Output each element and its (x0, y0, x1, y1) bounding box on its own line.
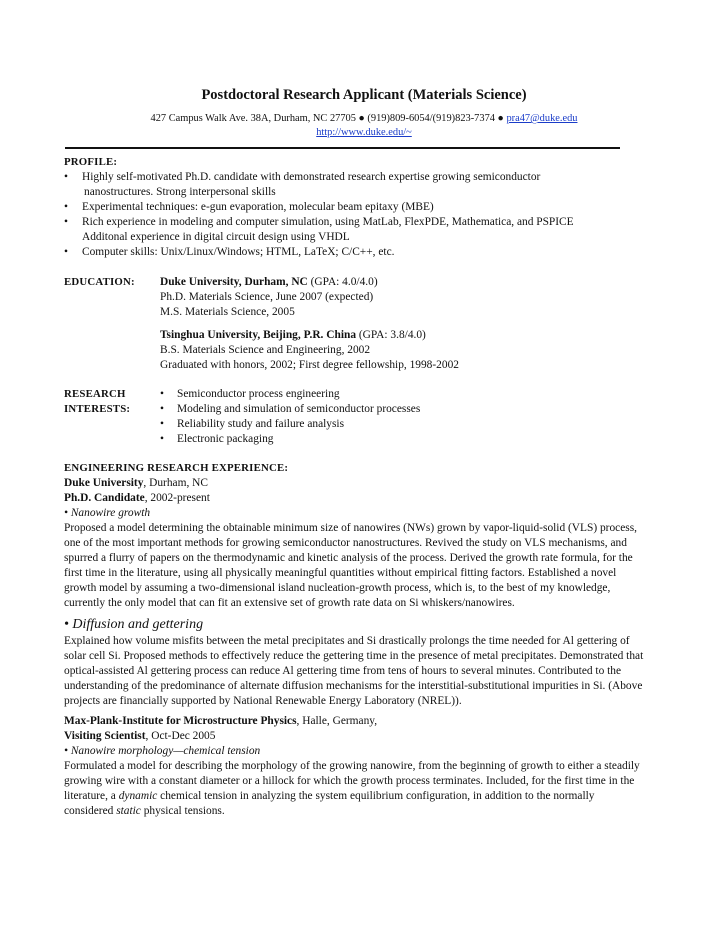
bullet-icon: • (160, 433, 164, 445)
experience-section (64, 461, 644, 819)
list-item: • Semiconductor process engineering (160, 388, 340, 400)
project-description: Proposed a model determining the obtainable minimum size of nanowires (NWs) grown by vapor-liquid-solid (VLS) process, one of the most important methods for growing semiconductor nanostructures. Revived the study on VLS mechanisms, and spurred a flurry of papers on the thermodynamic and kinetic analysis of the process. Derived the growth rate formula, for the first time in the literature, using all physically meaningful quantities without empirical fitting factors. Established a novel growth model by assuming a two-dimensional island nucleation-growth process, which is, to the best of my knowledge, currently the only model that can fit an extensive set of growth rate data on Si whiskers/nanowires. (64, 522, 637, 609)
email-link[interactable]: pra47@duke.edu (506, 113, 578, 124)
list-item: • Electronic packaging (160, 433, 274, 445)
project-description: Formulated a model for describing the morphology of the growing nanowire, from the beginning of growth to either a steadily growing wire with a constant diameter or a hillock for which the growth process terminates. Included, for the first time in the literature, a dynamic chemical tension in analyzing the system equilibrium configuration, in addition to the normally considered static physical tensions. (64, 760, 640, 817)
header-divider (65, 147, 620, 149)
bullet-icon: • (64, 246, 68, 258)
education-heading: EDUCATION: (64, 276, 135, 288)
project-title: • Diffusion and gettering (64, 617, 204, 632)
employer-line: Max-Plank-Institute for Microstructure Physics, Halle, Germany, (64, 715, 378, 727)
education-section: Duke University, Durham, NC (GPA: 4.0/4.0) Ph.D. Materials Science, June 2007 (expected) M.S. Materials Science, 2005 Tsinghua University, Beijing, P.R. China (GPA: 3.8/4.0) B.S. Materials Science and Engineering, 2002 Graduated with honors, 2002; First degree fellowship, 1998-2002 (160, 275, 680, 373)
school-gpa: (GPA: 3.8/4.0) (358, 329, 426, 341)
profile-heading: PROFILE: (64, 156, 118, 168)
bullet-icon: • (64, 171, 68, 183)
contact-block (0, 112, 728, 140)
school-gpa: (GPA: 4.0/4.0) (310, 276, 378, 288)
school-name: Duke University, Durham, NC (160, 276, 308, 288)
research-interests-list (160, 387, 680, 447)
profile-item: • Computer skills: Unix/Linux/Windows; HTML, LaTeX; C/C++, etc. (64, 246, 395, 258)
website-link[interactable]: http://www.duke.edu/~ (316, 127, 412, 138)
contact-line: 427 Campus Walk Ave. 38A, Durham, NC 27705 ● (919)809-6054/(919)823-7374 ● (150, 113, 504, 124)
page-title: Postdoctoral Research Applicant (Materials Science) (201, 87, 527, 103)
bullet-icon: • (160, 403, 164, 415)
education-entry (160, 275, 680, 290)
project-description: Explained how volume misfits between the metal precipitates and Si drastically prolongs the time needed for Al gettering of solar cell Si. Proposed methods to effectively reduce the gettering time in the presence of metal precipitates. Demonstrated that optical-assisted Al gettering process can reduce Al gettering time from tens of hours to several minutes. Contributed to the understanding of the predominance of alternate diffusion mechanisms for the interstitial-substitutional impurities in Si. (Above projects are financially supported by National Renewable Energy Laboratory (NREL)). (64, 635, 644, 707)
education-entry (160, 328, 680, 343)
role-line: Visiting Scientist, Oct-Dec 2005 (64, 730, 216, 742)
project-title: • Nanowire growth (64, 507, 151, 519)
profile-item: • Rich experience in modeling and computer simulation, using MatLab, FlexPDE, Mathematica, and PSPICE Additonal experience in digital circuit design using VHDL (64, 216, 574, 243)
list-item: • Modeling and simulation of semiconductor processes (160, 403, 421, 415)
bullet-icon: • (160, 418, 164, 430)
bullet-icon: • (64, 201, 68, 213)
bullet-icon: • (160, 388, 164, 400)
employer-line: Duke University, Durham, NC (64, 477, 208, 489)
bullet-icon: • (64, 216, 68, 228)
research-heading: RESEARCH INTERESTS: (64, 388, 131, 415)
role-line: Ph.D. Candidate, 2002-present (64, 492, 210, 504)
project-title: • Nanowire morphology—chemical tension (64, 745, 261, 757)
list-item: • Reliability study and failure analysis (160, 418, 345, 430)
profile-section (64, 155, 664, 260)
profile-item: • Highly self-motivated Ph.D. candidate with demonstrated research expertise growing semiconductor nanostructures. Strong interpersonal skills (64, 171, 541, 198)
school-name: Tsinghua University, Beijing, P.R. China (160, 329, 357, 341)
experience-heading: ENGINEERING RESEARCH EXPERIENCE: (64, 462, 289, 474)
profile-item: • Experimental techniques: e-gun evaporation, molecular beam epitaxy (MBE) (64, 201, 434, 213)
